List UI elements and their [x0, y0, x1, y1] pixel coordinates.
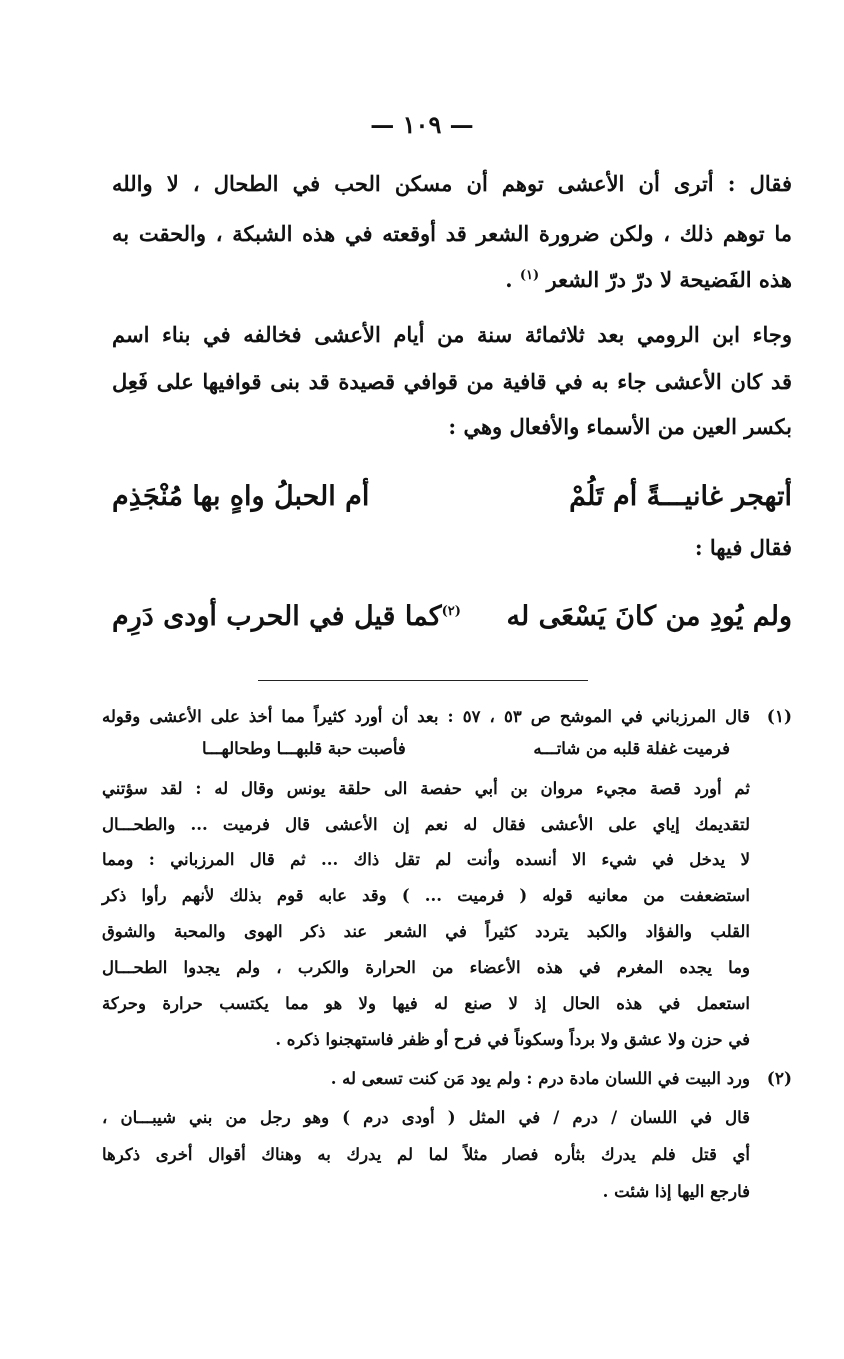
verse-first-hemistich: أتهجر غانيـــةً أم تَلُمْ: [569, 481, 792, 512]
footnote-line: استعمل في هذه الحال إذ لا صنع له فيها ولا هو مما يكتسب حرارة وحركة: [102, 994, 750, 1013]
paragraph-line: قد كان الأعشى جاء به في قافية من قوافي قصيدة قد بنى قوافيها على فَعِل: [112, 369, 792, 394]
footnote-ref: (٢): [441, 604, 461, 619]
paragraph-line: بكسر العين من الأسماء والأفعال وهي :: [448, 414, 792, 439]
footnote-line: قال المرزباني في الموشح ص ٥٣ ، ٥٧ : بعد أن أورد كثيراً مما أخذ على الأعشى وقوله: [102, 707, 750, 726]
footnote-ref: (١): [519, 268, 540, 283]
footnote-line: لتقديمك إياي على الأعشى فقال له نعم إن الأعشى قال فرميت ... والطحـــال: [102, 815, 750, 834]
verse-first-hemistich: فرميت غفلة قلبه من شاتـــه: [533, 739, 730, 758]
footnote-line: استضعفت من معانيه قوله ( فرميت ... ) وقد عابه قوم بذلك لأنهم رأوا ذكر: [102, 886, 750, 905]
paragraph-line: [112, 262, 792, 298]
verse-second-hemistich: [112, 592, 461, 642]
paragraph-line: وجاء ابن الرومي بعد ثلاثمائة سنة من أيام الأعشى فخالفه في بناء اسم: [112, 322, 792, 347]
footnote-line: وما يجده المغرم في هذه الأعضاء من الحرارة والكرب ، ولم يجدوا الطحـــال: [102, 958, 750, 977]
footnote-line: ثم أورد قصة مجيء مروان بن أبي حفصة الى حلقة يونس وقال له : لقد سؤتني: [102, 779, 750, 798]
paragraph-end-mark: .: [505, 267, 513, 292]
footnote-line: في حزن ولا عشق ولا برداً وسكوناً في فرح أو ظفر فاستهجنوا ذكره .: [275, 1030, 750, 1049]
footnote-line: قال في اللسان / درم / في المثل ( أودى درم ) وهو رجل من بني شيبـــان ،: [102, 1108, 750, 1127]
paragraph-line-text: هذه الفَضيحة لا درّ درّ الشعر: [546, 267, 792, 292]
footnote-marker: (١): [766, 707, 792, 727]
footnote-line: أي قتل فلم يدرك بثأره فصار مثلاً لما لم يدرك به وهناك أقوال أخرى ذكرها: [102, 1145, 750, 1164]
footnote-line: ورد البيت في اللسان مادة درم : ولم يود مَن كنت تسعى له .: [330, 1069, 750, 1088]
paragraph-line: ما توهم ذلك ، ولكن ضرورة الشعر قد أوقعته في هذه الشبكة ، والحقت به: [112, 221, 792, 246]
verse-second-hemistich: أم الحبلُ واهٍ بها مُنْجَذِم: [112, 481, 370, 512]
footnote-separator: [258, 680, 588, 681]
poetry-verse: [112, 472, 792, 522]
verse-first-hemistich: ولم يُودِ من كانَ يَسْعَى له: [506, 601, 792, 632]
poetry-verse: [112, 592, 792, 642]
verse-second-hemistich: فأصبت حبة قلبهـــا وطحالهـــا: [202, 739, 406, 758]
page-number: — ١٠٩ —: [370, 110, 474, 139]
footnote-line: القلب والفؤاد والكبد يتردد كثيراً في الشعر عند ذكر الهوى والمحبة والشوق: [102, 922, 750, 941]
footnote-verse: [102, 734, 750, 764]
footnote-marker: (٢): [766, 1069, 792, 1089]
footnote-line: فارجع اليها إذا شئت .: [602, 1182, 750, 1201]
verse-second-hemistich-text: كما قيل في الحرب أودى دَرِم: [112, 601, 442, 632]
paragraph-line: فقال : أترى أن الأعشى توهم أن مسكن الحب في الطحال ، لا والله: [112, 171, 792, 196]
verse-intro: فقال فيها :: [694, 535, 792, 560]
footnote-line: لا يدخل في شيء الا أنسده وأنت لم تقل ذاك ... ثم قال المرزباني : ومما: [102, 850, 750, 869]
